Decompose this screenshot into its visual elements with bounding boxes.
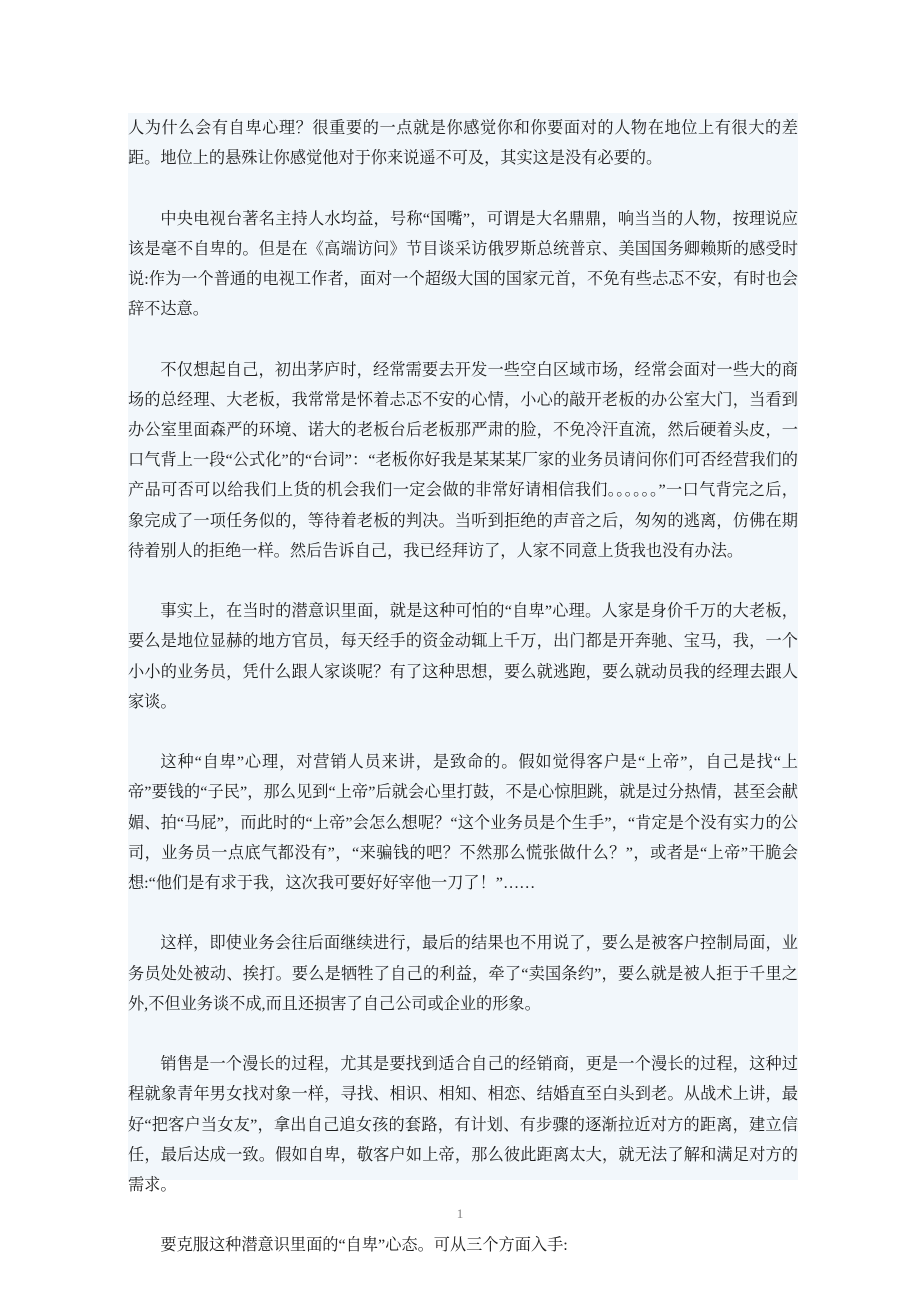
paragraph-3: 不仅想起自己，初出茅庐时，经常需要去开发一些空白区域市场，经常会面对一些大的商场的总经理、大老板，我常常是怀着忐忑不安的心情，小心的敲开老板的办公室大门，当看到办公室里面森严的环境、诺大的老板台后老板那严肃的脸，不免冷汗直流，然后硬着头皮，一口气背上一段“公式化”的“台词”：“老板你好我是某某某厂家的业务员请问你们可否经营我们的产品可否可以给我们上货的机会我们一定会做的非常好请相信我们。。。。。。”一口气背完之后，象完成了一项任务似的，等待着老板的判决。当听到拒绝的声音之后，匆匆的逃离，仿佛在期待着别人的拒绝一样。然后告诉自己，我已经拜访了，人家不同意上货我也没有办法。 (128, 360, 798, 560)
paragraph-8: 要克服这种潜意识里面的“自卑”心态。可从三个方面入手: (160, 1236, 568, 1255)
paragraph-5: 这种“自卑”心理，对营销人员来讲，是致命的。假如觉得客户是“上帝”，自己是找“上帝”要钱的“子民”，那么见到“上帝”后就会心里打鼓，不是心惊胆跳，就是过分热情，甚至会献媚、拍“马屁”，而此时的“上帝”会怎么想呢？“这个业务员是个生手”，“肯定是个没有实力的公司，业务员一点底气都没有”，“来骗钱的吧？不然那么慌张做什么？”，或者是“上帝”干脆会想:“他们是有求于我，这次我可要好好宰他一刀了！”…… (128, 753, 798, 893)
paragraph-2: 中央电视台著名主持人水均益，号称“国嘴”，可谓是大名鼎鼎，响当当的人物，按理说应该是毫不自卑的。但是在《高端访问》节目谈采访俄罗斯总统普京、美国国务卿赖斯的感受时说:作为一个普通的电视工作者，面对一个超级大国的国家元首，不免有些忐忑不安，有时也会辞不达意。 (128, 209, 798, 319)
paragraph-7: 销售是一个漫长的过程，尤其是要找到适合自己的经销商，更是一个漫长的过程，这种过程就象青年男女找对象一样，寻找、相识、相知、相恋、结婚直至白头到老。从战术上讲，最好“把客户当女友”，拿出自己追女孩的套路，有计划、有步骤的逐渐拉近对方的距离，建立信任，最后达成一致。假如自卑，敬客户如上帝，那么彼此距离太大，就无法了解和满足对方的需求。 (128, 1055, 798, 1195)
page-number: 1 (456, 1206, 464, 1221)
text-body-block (128, 113, 798, 1255)
paragraph-6: 这样，即使业务会往后面继续进行，最后的结果也不用说了，要么是被客户控制局面，业务员处处被动、挨打。要么是牺牲了自己的利益，牵了“卖国条约”，要么就是被人拒于千里之外,不但业务谈不成,而且还损害了自己公司或企业的形象。 (128, 934, 798, 1013)
paragraph-4: 事实上，在当时的潜意识里面，就是这种可怕的“自卑”心理。人家是身价千万的大老板，要么是地位显赫的地方官员，每天经手的资金动辄上千万，出门都是开奔驰、宝马，我，一个小小的业务员，凭什么跟人家谈呢？有了这种思想，要么就逃跑，要么就动员我的经理去跟人家谈。 (128, 602, 798, 711)
paragraph-1: 人为什么会有自卑心理？很重要的一点就是你感觉你和你要面对的人物在地位上有很大的差距。地位上的悬殊让你感觉他对于你来说遥不可及，其实这是没有必要的。 (128, 119, 798, 168)
